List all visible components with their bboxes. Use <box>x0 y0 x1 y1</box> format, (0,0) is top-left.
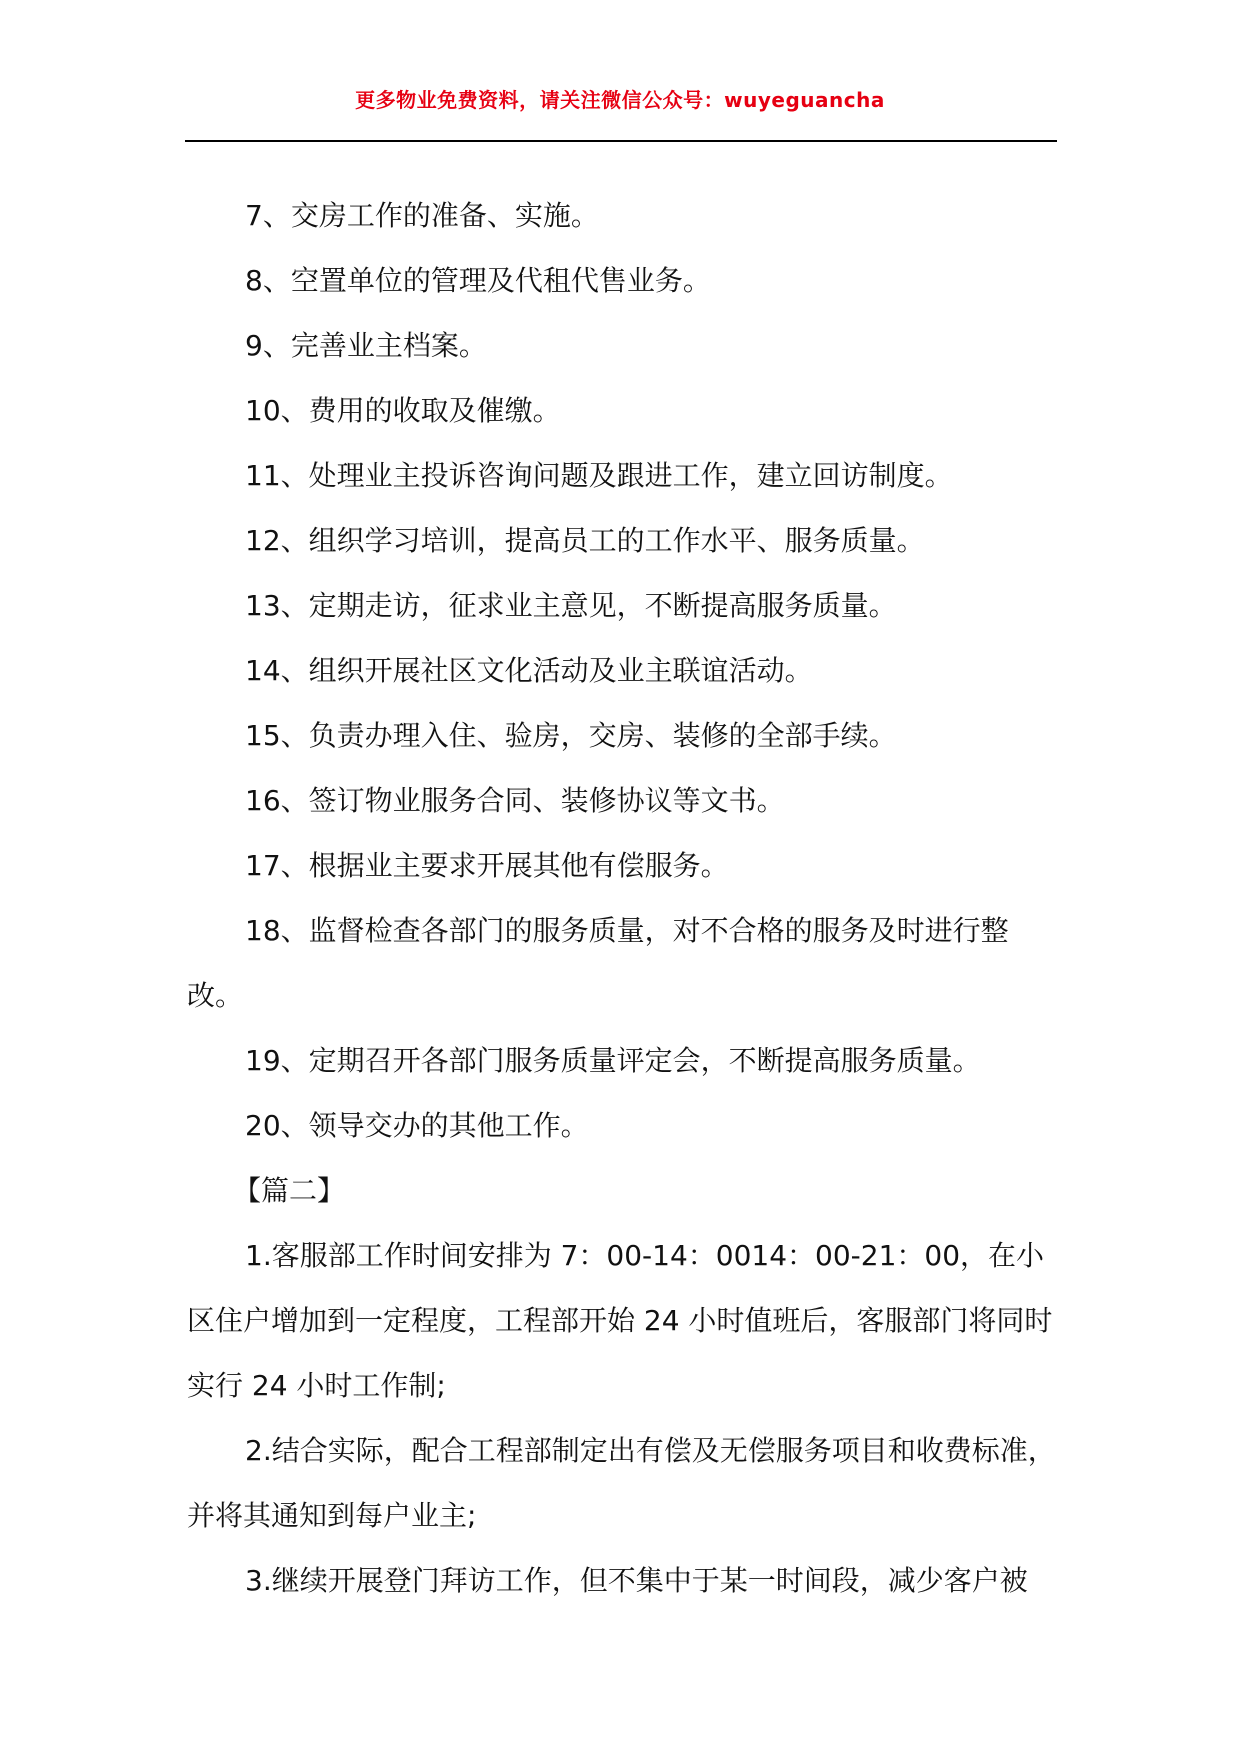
section-heading: 【篇二】 <box>233 1174 346 1207</box>
list-item: 10、费用的收取及催缴。 <box>245 394 561 427</box>
list-item: 17、根据业主要求开展其他有偿服务。 <box>245 849 729 882</box>
list-item: 14、组织开展社区文化活动及业主联谊活动。 <box>245 654 813 687</box>
list-item: 8、空置单位的管理及代租代售业务。 <box>245 264 711 297</box>
header-divider <box>185 140 1057 142</box>
list-item: 9、完善业主档案。 <box>245 329 487 362</box>
list-item: 18、监督检查各部门的服务质量，对不合格的服务及时进行整改。 <box>187 914 1009 1012</box>
list-item: 16、签订物业服务合同、装修协议等文书。 <box>245 784 785 817</box>
list-item: 19、定期召开各部门服务质量评定会，不断提高服务质量。 <box>245 1044 981 1077</box>
header-notice: 更多物业免费资料，请关注微信公众号：wuyeguancha <box>355 88 885 112</box>
section-item: 1.客服部工作时间安排为 7：00-14：0014：00-21：00，在小区住户增加到一定程度，工程部开始 24 小时值班后，客服部门将同时实行 24 小时工作制; <box>187 1239 1053 1402</box>
list-item: 12、组织学习培训，提高员工的工作水平、服务质量。 <box>245 524 925 557</box>
list-item: 7、交房工作的准备、实施。 <box>245 199 599 232</box>
document-body <box>187 183 1057 1613</box>
list-item: 20、领导交办的其他工作。 <box>245 1109 589 1142</box>
section-item: 3.继续开展登门拜访工作，但不集中于某一时间段，减少客户被 <box>245 1564 1028 1597</box>
list-item: 15、负责办理入住、验房，交房、装修的全部手续。 <box>245 719 897 752</box>
section-item: 2.结合实际，配合工程部制定出有偿及无偿服务项目和收费标准，并将其通知到每户业主; <box>187 1434 1056 1532</box>
list-item: 11、处理业主投诉咨询问题及跟进工作，建立回访制度。 <box>245 459 953 492</box>
list-item: 13、定期走访，征求业主意见，不断提高服务质量。 <box>245 589 897 622</box>
